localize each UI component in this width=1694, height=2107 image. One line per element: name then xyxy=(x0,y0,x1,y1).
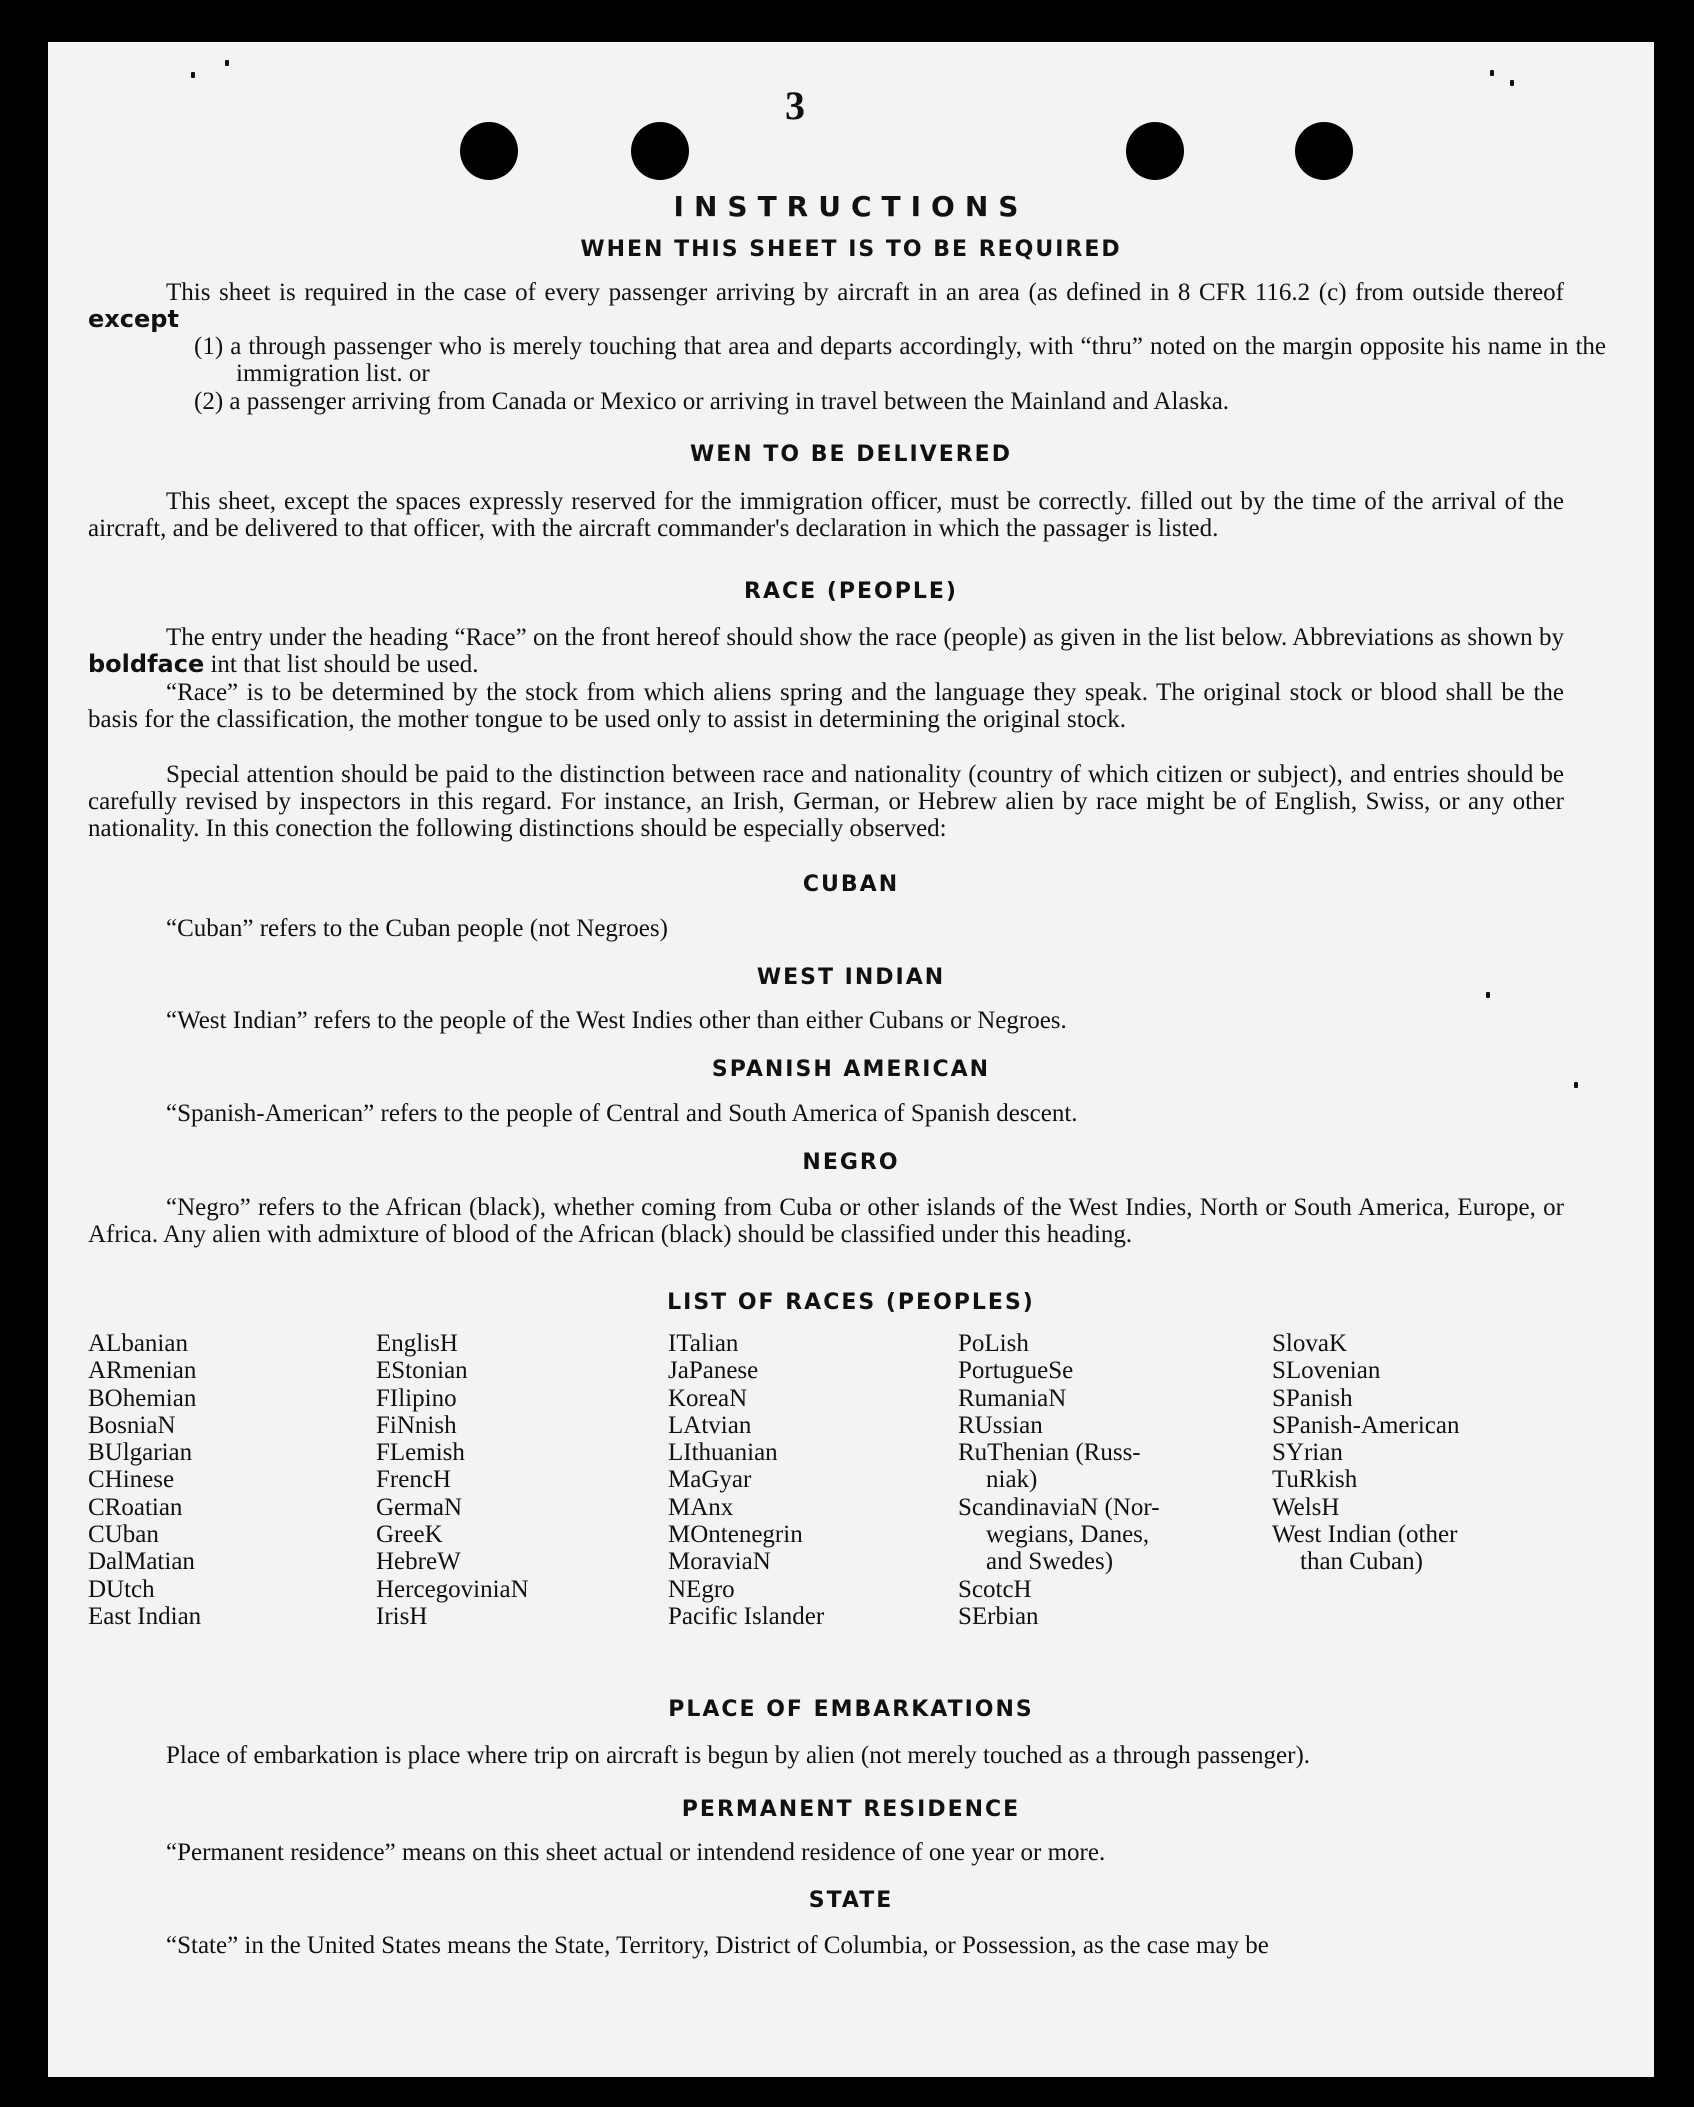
heading-west-indian: WEST INDIAN xyxy=(756,965,946,990)
race-p1-b: int that list should be used. xyxy=(210,651,479,678)
race-item: JaPanese xyxy=(668,1357,759,1385)
state-text: “State” in the United States means the State, Territory, District of Columbia, or Possession, as the case may be xyxy=(166,1932,1269,1959)
heading-state: STATE xyxy=(808,1888,894,1913)
race-p3: Special attention should be paid to the distinction between race and nationality (country of which citizen or subject), and entries should be carefully revised by inspectors in this regard. For instance, an Irish, German, or Hebrew alien by race might be of English, Swiss, or any other nationality. In this conection the following distinctions should be especially observed: xyxy=(88,761,1564,842)
race-item: DalMatian xyxy=(88,1548,195,1576)
race-item: CUban xyxy=(88,1521,159,1549)
race-item: SErbian xyxy=(958,1602,1039,1630)
race-item: HercegoviniaN xyxy=(376,1575,529,1603)
race-item: SLovenian xyxy=(1272,1357,1381,1385)
race-item: PoLish xyxy=(958,1330,1029,1357)
races-table xyxy=(88,1330,1588,1630)
race-item: wegians, Danes, xyxy=(986,1521,1150,1549)
race-item: ITalian xyxy=(668,1330,739,1357)
race-item: NEgro xyxy=(668,1575,735,1603)
race-item: CRoatian xyxy=(88,1493,183,1521)
race-item: and Swedes) xyxy=(986,1548,1114,1576)
race-item: TuRkish xyxy=(1272,1466,1358,1494)
race-item: MaGyar xyxy=(668,1466,752,1494)
race-item: ScotcH xyxy=(958,1575,1032,1603)
paragraph-race-2 xyxy=(88,679,1564,733)
heading-embarkation: PLACE OF EMBARKATIONS xyxy=(668,1697,1034,1722)
races-column-4 xyxy=(958,1330,1160,1630)
race-item: BosniaN xyxy=(88,1411,176,1439)
paragraph-state xyxy=(88,1932,1564,1959)
race-item: East Indian xyxy=(88,1602,202,1630)
race-item: ALbanian xyxy=(88,1330,188,1357)
paragraph-required xyxy=(88,279,1564,333)
race-item: RuThenian (Russ- xyxy=(958,1439,1141,1467)
race-item: IrisH xyxy=(376,1602,428,1630)
heading-list-of-races: LIST OF RACES (PEOPLES) xyxy=(667,1290,1035,1315)
heading-negro: NEGRO xyxy=(802,1150,900,1175)
race-item: ScandinaviaN (Nor- xyxy=(958,1493,1160,1521)
paragraph-embarkation xyxy=(88,1742,1564,1769)
race-item: FiNnish xyxy=(376,1411,457,1439)
races-column-3 xyxy=(668,1330,824,1630)
paragraph-residence xyxy=(88,1839,1564,1866)
heading-spanish-american: SPANISH AMERICAN xyxy=(711,1057,991,1082)
race-item: KoreaN xyxy=(668,1384,748,1412)
race-item: LIthuanian xyxy=(668,1439,778,1467)
delivered-text: This sheet, except the spaces expressly reserved for the immigration officer, must be correctly. filled out by the time of the arrival of the aircraft, and be delivered to that officer, with the aircraft commander's declaration in which the passager is listed. xyxy=(88,488,1564,542)
race-item: HebreW xyxy=(376,1548,461,1576)
page-number: 3 xyxy=(785,83,805,128)
race-item: FLemish xyxy=(376,1439,465,1467)
paragraph-cuban xyxy=(88,915,1564,942)
race-item: EnglisH xyxy=(376,1330,458,1357)
race-item: LAtvian xyxy=(668,1411,752,1439)
races-column-1 xyxy=(88,1330,201,1630)
embarkation-text: Place of embarkation is place where trip on aircraft is begun by alien (not merely touched as a through passenger). xyxy=(166,1742,1311,1769)
spanish-american-text: “Spanish-American” refers to the people of Central and South America of Spanish descent. xyxy=(166,1100,1078,1127)
race-p1-bold: boldface xyxy=(88,650,205,678)
required-intro: This sheet is required in the case of every passenger arriving by aircraft in an area (as defined in 8 CFR 116.2 (c) from outside thereof xyxy=(166,279,1564,306)
race-item: FrencH xyxy=(376,1466,451,1494)
race-item: West Indian (other xyxy=(1272,1521,1458,1549)
required-item-1: (1) a through passenger who is merely touching that area and departs accordingly, with “thru” noted on the margin opposite his name in the immigration list. or xyxy=(194,333,1606,387)
race-item: SlovaK xyxy=(1272,1330,1347,1357)
race-item: EStonian xyxy=(376,1357,468,1385)
heading-instructions: INSTRUCTIONS xyxy=(673,190,1029,223)
paragraph-spanish-american xyxy=(88,1100,1564,1127)
heading-when-delivered: WEN TO BE DELIVERED xyxy=(690,442,1012,467)
race-item: ARmenian xyxy=(88,1357,197,1385)
race-item: PortugueSe xyxy=(958,1357,1074,1385)
races-column-5 xyxy=(1272,1330,1459,1576)
race-item: niak) xyxy=(986,1466,1038,1494)
paragraph-negro xyxy=(88,1194,1564,1248)
west-indian-text: “West Indian” refers to the people of the West Indies other than either Cubans or Negroes. xyxy=(166,1007,1067,1034)
paragraph-race-3 xyxy=(88,761,1564,842)
race-item: DUtch xyxy=(88,1575,155,1603)
race-item: SPanish xyxy=(1272,1384,1353,1412)
race-item: SYrian xyxy=(1272,1439,1343,1467)
heading-race: RACE (PEOPLE) xyxy=(744,579,958,604)
race-item: WelsH xyxy=(1272,1493,1340,1521)
race-item: FIlipino xyxy=(376,1384,457,1412)
race-item: BUlgarian xyxy=(88,1439,193,1467)
race-item: BOhemian xyxy=(88,1384,197,1412)
race-item: MAnx xyxy=(668,1493,734,1521)
required-except: except xyxy=(88,305,179,333)
document-page xyxy=(48,42,1654,2077)
required-item-2: (2) a passenger arriving from Canada or Mexico or arriving in travel between the Mainland and Alaska. xyxy=(194,388,1230,415)
race-p1-a: The entry under the heading “Race” on the front hereof should show the race (people) as given in the list below. Abbreviations as shown by xyxy=(166,624,1564,651)
paragraph-west-indian xyxy=(88,1007,1564,1034)
race-item: SPanish-American xyxy=(1272,1411,1460,1439)
race-item: GermaN xyxy=(376,1493,463,1521)
race-item: GreeK xyxy=(376,1521,443,1549)
heading-cuban: CUBAN xyxy=(802,872,900,897)
paragraph-race-1 xyxy=(88,624,1564,678)
races-column-2 xyxy=(376,1330,529,1630)
race-item: than Cuban) xyxy=(1300,1548,1423,1576)
race-item: RumaniaN xyxy=(958,1384,1067,1412)
heading-residence: PERMANENT RESIDENCE xyxy=(681,1797,1021,1822)
negro-text: “Negro” refers to the African (black), whether coming from Cuba or other islands of the West Indies, North or South America, Europe, or Africa. Any alien with admixture of blood of the African (black) should be classified under this heading. xyxy=(88,1194,1564,1248)
race-item: Pacific Islander xyxy=(668,1602,825,1630)
heading-when-required: WHEN THIS SHEET IS TO BE REQUIRED xyxy=(580,237,1122,262)
paragraph-delivered xyxy=(88,488,1564,542)
race-item: RUssian xyxy=(958,1411,1043,1439)
race-item: MOntenegrin xyxy=(668,1521,803,1549)
cuban-text: “Cuban” refers to the Cuban people (not Negroes) xyxy=(166,915,668,942)
race-item: CHinese xyxy=(88,1466,175,1494)
residence-text: “Permanent residence” means on this sheet actual or intendend residence of one year or more. xyxy=(166,1839,1106,1866)
race-item: MoraviaN xyxy=(668,1548,771,1576)
race-p2: “Race” is to be determined by the stock from which aliens spring and the language they speak. The original stock or blood shall be the basis for the classification, the mother tongue to be used only to assist in determining the original stock. xyxy=(88,679,1564,733)
